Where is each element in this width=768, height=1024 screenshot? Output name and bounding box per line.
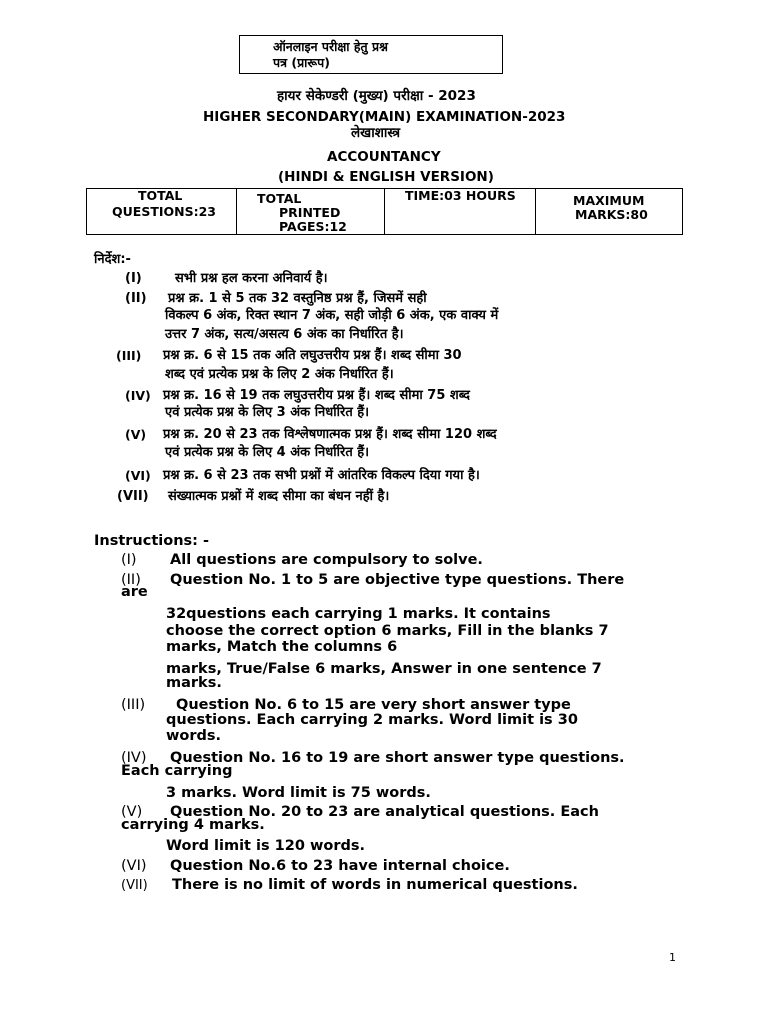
hindi-item-number: (VII) [117,489,149,504]
instruction-number: (IV) [121,750,147,766]
english-exam-title: HIGHER SECONDARY(MAIN) EXAMINATION-2023 [203,109,566,125]
code-box-line-2: पत्र (प्रारूप) [273,55,330,70]
instruction-number: (II) [121,572,141,588]
hindi-item-number: (II) [125,291,147,306]
instruction-text: words. [166,728,222,744]
instruction-text: Question No. 16 to 19 are short answer type questions. [170,750,625,766]
instruction-text: 3 marks. Word limit is 75 words. [166,785,431,801]
instruction-text: are [121,584,148,600]
hindi-item-text: संख्यात्मक प्रश्नों में शब्द सीमा का बंधन नहीं है। [168,489,390,504]
hindi-item-text: एवं प्रत्येक प्रश्न के लिए 3 अंक निर्धारित हैं। [165,405,370,420]
page-number: 1 [669,951,676,964]
instruction-text: Question No. 1 to 5 are objective type questions. There [170,572,625,588]
instruction-text: Question No. 6 to 15 are very short answer type [176,697,571,713]
hindi-subject: लेखाशास्त्र [351,125,401,141]
hindi-item-text: प्रश्न क्र. 20 से 23 तक विश्लेषणात्मक प्रश्न हैं। शब्द सीमा 120 शब्द [163,427,497,442]
instruction-text: marks, True/False 6 marks, Answer in one sentence 7 [166,661,602,677]
hindi-item-text: एवं प्रत्येक प्रश्न के लिए 4 अंक निर्धारित हैं। [165,445,370,460]
hindi-item-number: (I) [125,271,142,286]
instruction-number: (V) [121,804,143,820]
hindi-item-text: प्रश्न क्र. 6 से 23 तक सभी प्रश्नों में आंतरिक विकल्प दिया गया है। [163,468,480,483]
hindi-item-text: उत्तर 7 अंक, सत्य/असत्य 6 अंक का निर्धारित है। [165,327,404,342]
hindi-item-number: (III) [116,348,142,363]
subject-title: ACCOUNTANCY [327,149,441,165]
hindi-exam-title: हायर सेकेण्डरी (मुख्य) परीक्षा - 2023 [277,88,476,104]
instruction-text: marks, Match the columns 6 [166,639,398,655]
instruction-text: All questions are compulsory to solve. [170,552,483,568]
maximum-marks-cell: MAXIMUM MARKS:80 [536,189,683,235]
hindi-item-text: प्रश्न क्र. 6 से 15 तक अति लघुउत्तरीय प्रश्न हैं। शब्द सीमा 30 [163,348,462,363]
instruction-text: There is no limit of words in numerical questions. [172,877,578,893]
time-cell: TIME:03 HOURS [385,189,536,235]
instruction-text: choose the correct option 6 marks, Fill in the blanks 7 [166,623,609,639]
code-box-line-1: ऑनलाइन परीक्षा हेतु प्रश्न [273,39,388,54]
paper-code-box [239,35,503,74]
instruction-text: Question No. 20 to 23 are analytical questions. Each [170,804,599,820]
hindi-item-number: (VI) [125,468,151,483]
hindi-instructions-heading: निर्देश:- [94,252,131,267]
hindi-item-number: (IV) [125,388,151,403]
hindi-item-text: प्रश्न क्र. 16 से 19 तक लघुउत्तरीय प्रश्न हैं। शब्द सीमा 75 शब्द [163,388,470,403]
instruction-number: (I) [121,552,137,568]
instruction-number: (III) [121,697,146,713]
version-label: (HINDI & ENGLISH VERSION) [278,169,494,185]
hindi-item-number: (V) [125,427,147,442]
instructions-heading: Instructions: - [94,533,210,549]
instruction-text: questions. Each carrying 2 marks. Word limit is 30 [166,712,578,728]
hindi-item-text: शब्द एवं प्रत्येक प्रश्न के लिए 2 अंक निर्धारित हैं। [165,367,394,382]
hindi-item-text: प्रश्न क्र. 1 से 5 तक 32 वस्तुनिष्ठ प्रश्न हैं, जिसमें सही [168,291,427,306]
instruction-number: (VI) [121,858,147,874]
instruction-text: marks. [166,675,222,691]
hindi-item-text: विकल्प 6 अंक, रिक्त स्थान 7 अंक, सही जोड़ी 6 अंक, एक वाक्य में [165,308,499,323]
instruction-text: Each carrying [121,763,233,779]
total-questions-cell: TOTAL QUESTIONS:23 [87,189,237,235]
instruction-text: 32questions each carrying 1 marks. It contains [166,606,551,622]
printed-pages-cell: TOTAL PRINTED PAGES:12 [237,189,385,235]
hindi-item-text: सभी प्रश्न हल करना अनिवार्य है। [175,271,328,286]
instruction-text: Word limit is 120 words. [166,838,366,854]
instruction-text: carrying 4 marks. [121,817,265,833]
exam-meta-table [86,188,683,235]
instruction-number: (VII) [121,878,148,893]
instruction-text: Question No.6 to 23 have internal choice. [170,858,510,874]
